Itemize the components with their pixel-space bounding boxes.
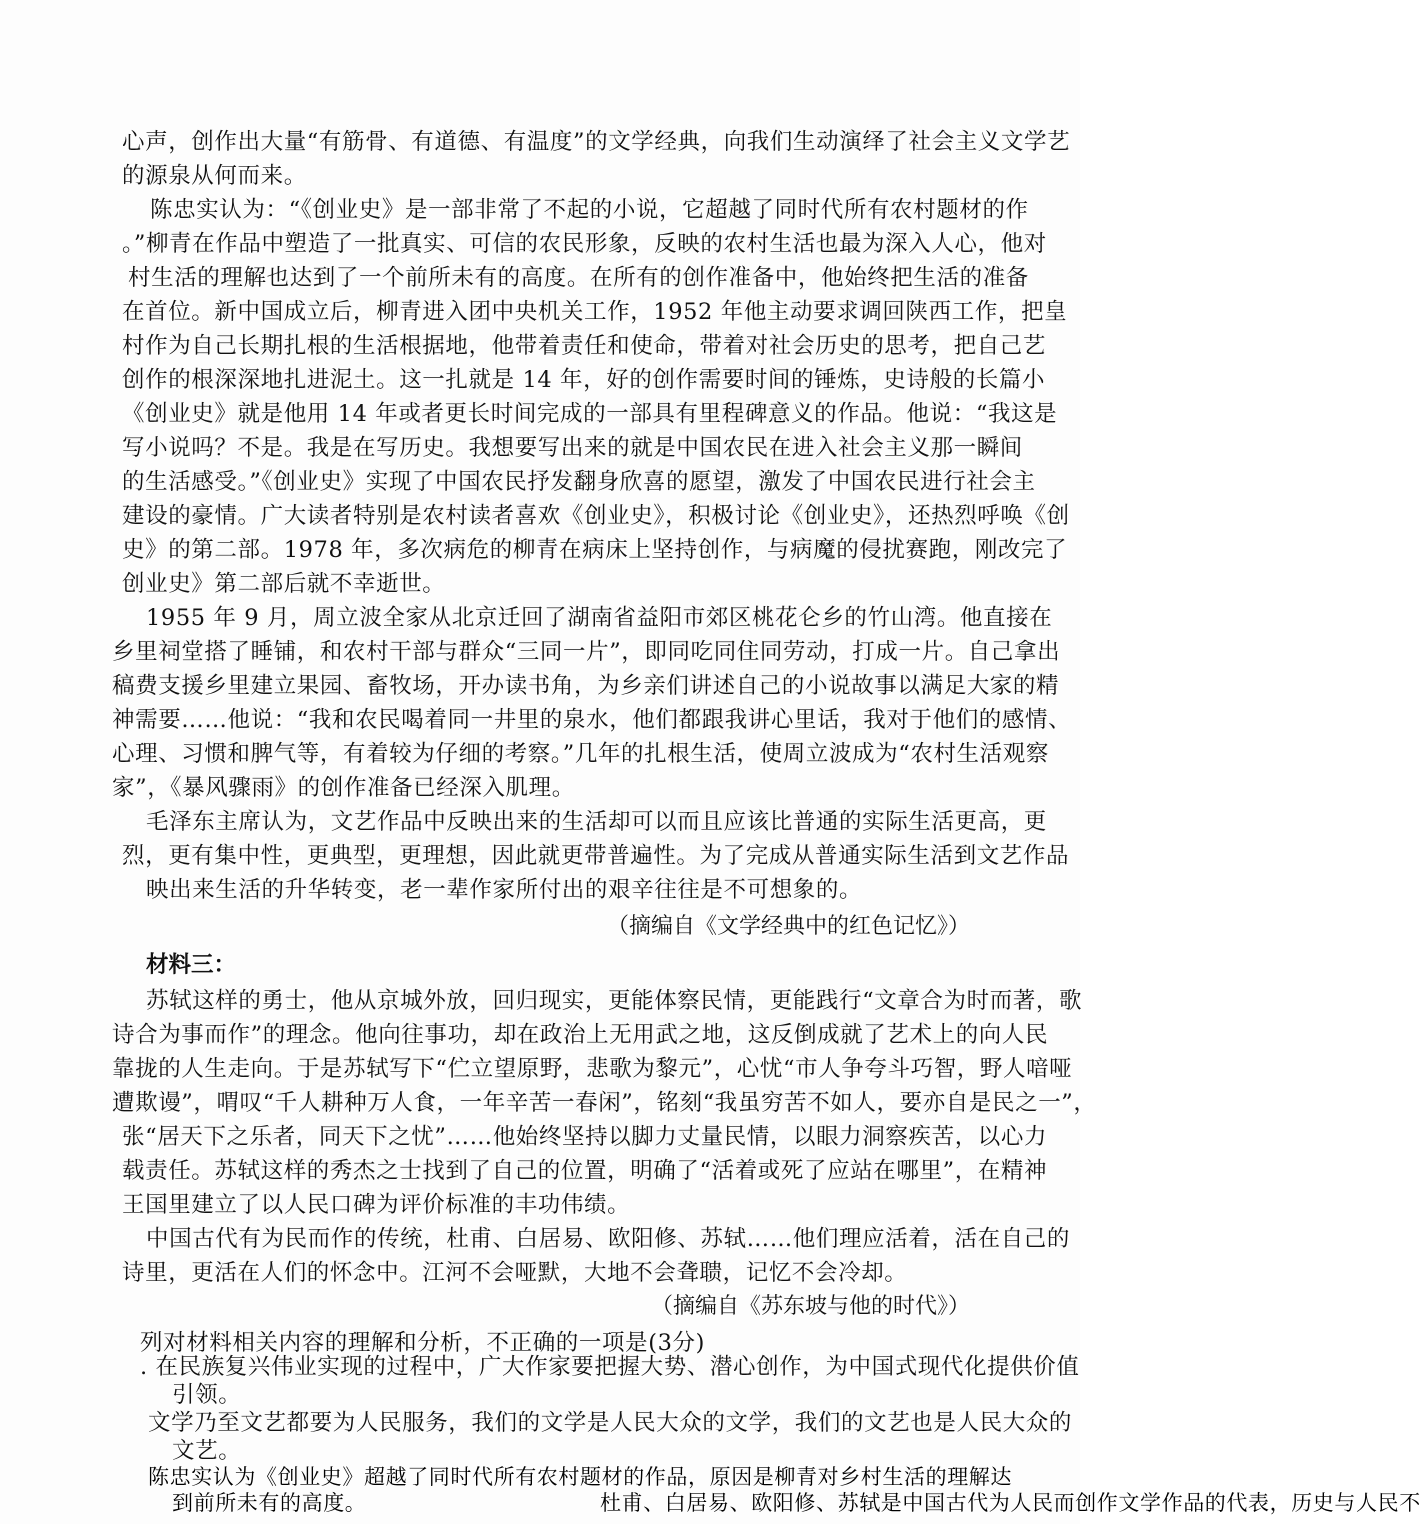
text-line: 的生活感受。”《创业史》实现了中国农民抒发翻身欣喜的愿望，激发了中国农民进行社会主 (122, 469, 1036, 495)
option-a: . 在民族复兴伟业实现的过程中，广大作家要把握大势、潜心创作，为中国式现代化提供价值 (140, 1354, 1080, 1380)
text-line: 毛泽东主席认为，文艺作品中反映出来的生活却可以而且应该比普通的实际生活更高，更 (146, 809, 1047, 835)
option-c-cont: 到前所未有的高度。 (172, 1491, 367, 1515)
option-c: 陈忠实认为《创业史》超越了同时代所有农村题材的作品，原因是柳青对乡村生活的理解达 (148, 1465, 1012, 1489)
text-line: 遭欺谩”，喟叹“千人耕种万人食，一年辛苦一春闲”，铭刻“我虽穷苦不如人，要亦自是民之一”， (112, 1090, 1097, 1116)
option-a-cont: 引领。 (172, 1382, 242, 1408)
option-b: 文学乃至文艺都要为人民服务，我们的文学是人民大众的文学，我们的文艺也是人民大众的 (148, 1410, 1073, 1436)
question-stem: 列对材料相关内容的理解和分析，不正确的一项是(3分) (140, 1330, 705, 1356)
text-line: 映出来生活的升华转变，老一辈作家所付出的艰辛往往是不可想象的。 (146, 877, 863, 903)
text-line: 中国古代有为民而作的传统，杜甫、白居易、欧阳修、苏轼……他们理应活着，活在自己的 (146, 1226, 1071, 1252)
text-line: 创作的根深深地扎进泥土。这一扎就是 14 年，好的创作需要时间的锤炼，史诗般的长篇小 (122, 367, 1046, 393)
section-title: 材料三： (146, 952, 237, 978)
text-line: 载责任。苏轼这样的秀杰之士找到了自己的位置，明确了“活着或死了应站在哪里”，在精神 (122, 1158, 1048, 1184)
text-line: 苏轼这样的勇士，他从京城外放，回归现实，更能体察民情，更能践行“文章合为时而著，歌 (146, 988, 1083, 1014)
option-d: 杜甫、白居易、欧阳修、苏轼是中国古代为人民而创作文学作品的代表，历史与人民不 (600, 1491, 1421, 1515)
text-line: 村生活的理解也达到了一个前所未有的高度。在所有的创作准备中，他始终把生活的准备 (128, 265, 1029, 291)
text-line: 写小说吗？不是。我是在写历史。我想要写出来的就是中国农民在进入社会主义那一瞬间 (122, 435, 1023, 461)
text-line: 。”柳青在作品中塑造了一批真实、可信的农民形象，反映的农村生活也最为深入人心，他对 (122, 231, 1047, 257)
text-line: 乡里祠堂搭了睡铺，和农村干部与群众“三同一片”，即同吃同住同劳动，打成一片。自己拿出 (112, 639, 1061, 665)
text-line: 王国里建立了以人民口碑为评价标准的丰功伟绩。 (122, 1192, 631, 1218)
source-citation: （摘编自《文学经典中的红色记忆》） (606, 914, 970, 939)
text-line: 诗合为事而作”的理念。他向往事功，却在政治上无用武之地，这反倒成就了艺术上的向人民 (112, 1022, 1049, 1048)
option-b-cont: 文艺。 (172, 1438, 242, 1464)
source-citation: （摘编自《苏东坡与他的时代》） (650, 1294, 970, 1319)
text-line: 的源泉从何而来。 (122, 163, 307, 189)
text-line: 《创业史》就是他用 14 年或者更长时间完成的一部具有里程碑意义的作品。他说：“我这是 (122, 401, 1058, 427)
text-line: 心声，创作出大量“有筋骨、有道德、有温度”的文学经典，向我们生动演绎了社会主义文学艺 (122, 129, 1071, 155)
text-line: 在首位。新中国成立后，柳青进入团中央机关工作，1952 年他主动要求调回陕西工作，把皇 (122, 299, 1068, 325)
text-line: 张“居天下之乐者，同天下之忧”……他始终坚持以脚力丈量民情，以眼力洞察疾苦，以心力 (122, 1124, 1048, 1150)
text-line: 建设的豪情。广大读者特别是农村读者喜欢《创业史》，积极讨论《创业史》，还热烈呼唤《创 (122, 503, 1070, 529)
text-line: 村作为自己长期扎根的生活根据地，他带着责任和使命，带着对社会历史的思考，把自己艺 (122, 333, 1047, 359)
text-line: 靠拢的人生走向。于是苏轼写下“伫立望原野，悲歌为黎元”，心忧“市人争夸斗巧智，野人喑哑 (112, 1056, 1073, 1082)
text-line: 诗里，更活在人们的怀念中。江河不会哑默，大地不会聋聩，记忆不会冷却。 (122, 1260, 908, 1286)
text-line: 创业史》第二部后就不幸逝世。 (122, 571, 446, 597)
text-line: 稿费支援乡里建立果园、畜牧场，开办读书角，为乡亲们讲述自己的小说故事以满足大家的精 (112, 673, 1060, 699)
text-line: 陈忠实认为：“《创业史》是一部非常了不起的小说，它超越了同时代所有农村题材的作 (150, 197, 1029, 223)
text-line: 家”，《暴风骤雨》的创作准备已经深入肌理。 (112, 775, 575, 801)
text-line: 神需要……他说：“我和农民喝着同一井里的泉水，他们都跟我讲心里话，我对于他们的感情、 (112, 707, 1072, 733)
text-line: 心理、习惯和脾气等，有着较为仔细的考察。”几年的扎根生活，使周立波成为“农村生活观察 (112, 741, 1049, 767)
text-line: 烈，更有集中性，更典型，更理想，因此就更带普遍性。为了完成从普通实际生活到文艺作品 (122, 843, 1070, 869)
text-line: 史》的第二部。1978 年，多次病危的柳青在病床上坚持创作，与病魔的侵扰赛跑，刚改完了 (122, 537, 1068, 563)
text-line: 1955 年 9 月，周立波全家从北京迁回了湖南省益阳市郊区桃花仑乡的竹山湾。他直接在 (146, 605, 1053, 631)
